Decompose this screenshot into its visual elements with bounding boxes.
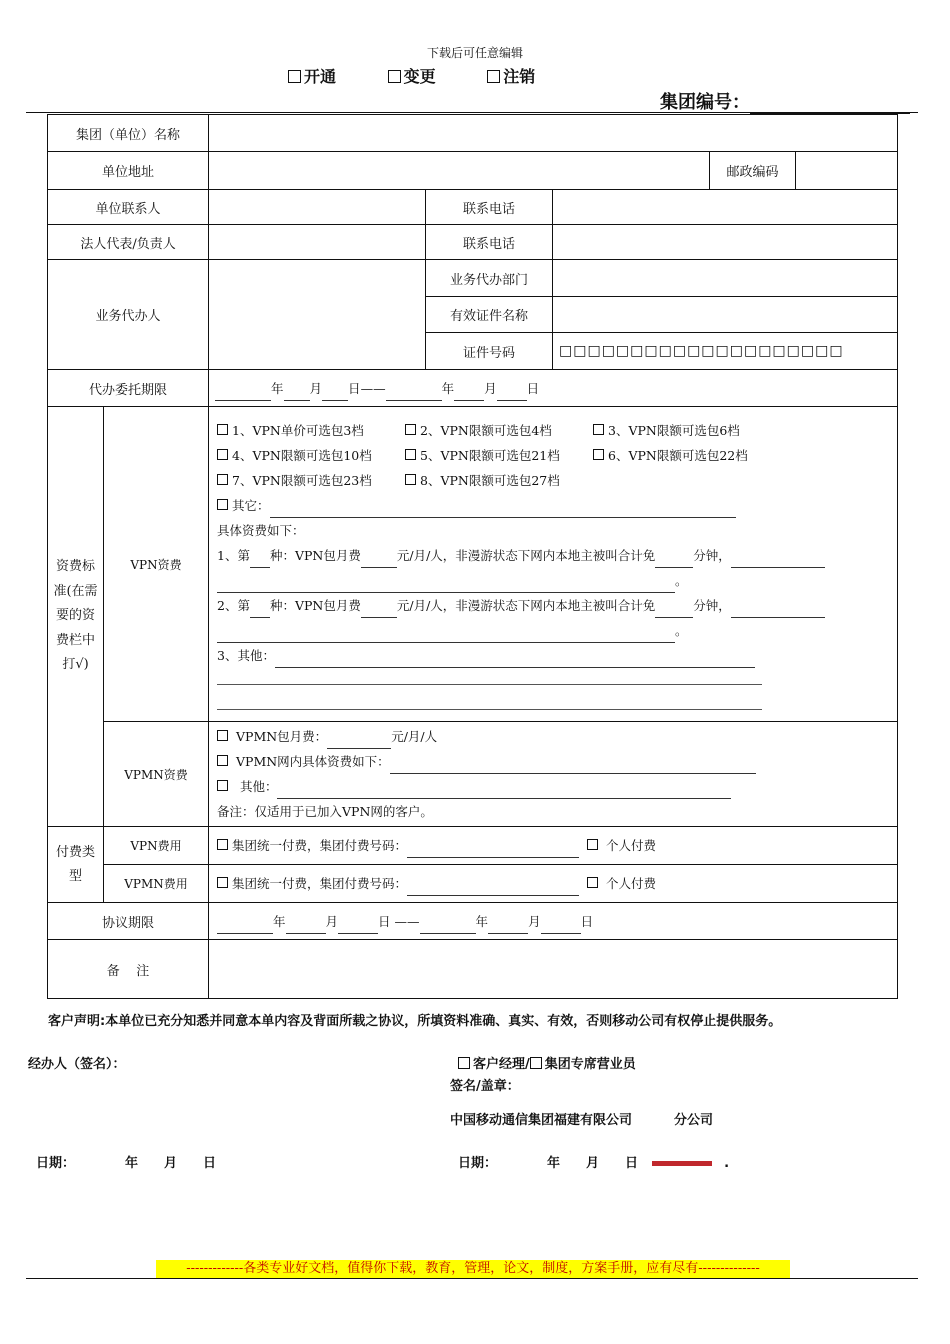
detail-item-2-cont: 。: [217, 618, 889, 643]
option-open[interactable]: 开通: [288, 64, 336, 87]
vpmn-detail[interactable]: VPMN网内具体资费如下：: [217, 749, 889, 774]
checkbox-icon[interactable]: [217, 424, 228, 435]
entrust-period-field[interactable]: 年 月 日—— 年 月 日: [209, 370, 898, 407]
agent-dept-field[interactable]: [553, 260, 898, 297]
remarks-field[interactable]: [209, 940, 898, 999]
vpn-tariff-label: VPN资费: [104, 407, 209, 722]
address-label: 单位地址: [48, 152, 209, 190]
personal-pay-option[interactable]: 个人付费: [587, 876, 656, 891]
vpmn-note: 备注：仅适用于已加入VPN网的客户。: [217, 804, 433, 819]
vpmn-other[interactable]: 其他：: [217, 774, 889, 799]
vpmn-monthly[interactable]: VPMN包月费： 元/月/人: [217, 724, 889, 749]
cert-name-label: 有效证件名称: [426, 297, 553, 333]
postcode-label: 邮政编码: [710, 152, 796, 190]
package-other[interactable]: 其它：: [217, 493, 889, 518]
vpmn-fee-content: [209, 865, 898, 903]
package-option[interactable]: 1、VPN单价可选包3档: [217, 418, 405, 443]
remarks-label: 备 注: [48, 940, 209, 999]
vpmn-tariff-label: VPMN资费: [104, 722, 209, 827]
other-field[interactable]: [270, 503, 736, 518]
package-option[interactable]: 6、VPN限额可选包22档: [593, 443, 748, 468]
detail-label: 具体资费如下：: [217, 523, 305, 538]
vpn-fee-content: [209, 827, 898, 865]
action-options: [288, 64, 581, 87]
detail-item-2: 2、第 种：VPN包月费 元/月/人，非漫游状态下网内本地主被叫合计免 分钟，: [217, 593, 889, 618]
package-option[interactable]: 7、VPN限额可选包23档: [217, 468, 405, 493]
agreement-period-label: 协议期限: [48, 903, 209, 940]
vpn-tariff-content: [209, 407, 898, 722]
agent-signature-label: 经办人（签名）：: [28, 1057, 126, 1072]
role-options: [458, 1053, 636, 1072]
checkbox-icon[interactable]: [405, 449, 416, 460]
checkbox-icon[interactable]: [217, 877, 228, 888]
package-row-1: [217, 418, 889, 443]
cert-name-field[interactable]: [553, 297, 898, 333]
cert-no-boxes[interactable]: □□□□□□□□□□□□□□□□□□□□: [553, 333, 898, 370]
checkbox-icon[interactable]: [288, 70, 301, 83]
package-option[interactable]: 2、VPN限额可选包4档: [405, 418, 593, 443]
agent-label: 业务代办人: [48, 260, 209, 370]
option-account-manager[interactable]: 客户经理/: [458, 1057, 530, 1072]
checkbox-icon[interactable]: [388, 70, 401, 83]
top-note: 下载后可任意编辑: [426, 46, 523, 60]
blank-line[interactable]: [217, 697, 762, 710]
group-pay-number-field[interactable]: [407, 881, 579, 896]
group-name-label: 集团（单位）名称: [48, 115, 209, 152]
vpmn-fee-label: VPMN费用: [104, 865, 209, 903]
application-form: [47, 114, 898, 999]
postcode-field[interactable]: [796, 152, 898, 190]
vpmn-tariff-content: [209, 722, 898, 827]
blank-line[interactable]: [217, 672, 762, 685]
package-row-2: [217, 443, 889, 468]
detail-item-1-cont: 。: [217, 568, 889, 593]
checkbox-icon[interactable]: [217, 499, 228, 510]
phone2-label: 联系电话: [426, 225, 553, 260]
option-seller[interactable]: 集团专席营业员: [530, 1057, 636, 1072]
group-number: 集团编号：: [660, 88, 910, 114]
entrust-period-label: 代办委托期限: [48, 370, 209, 407]
detail-item-3: 3、其他：: [217, 643, 889, 668]
package-option[interactable]: 3、VPN限额可选包6档: [593, 418, 740, 443]
group-pay-number-field[interactable]: [407, 843, 579, 858]
package-option[interactable]: 8、VPN限额可选包27档: [405, 468, 560, 493]
date-left: 日期： 年 月 日: [36, 1156, 217, 1171]
legal-rep-label: 法人代表/负责人: [48, 225, 209, 260]
agent-field[interactable]: [209, 260, 426, 370]
checkbox-icon[interactable]: [217, 839, 228, 850]
checkbox-icon[interactable]: [217, 730, 228, 741]
detail-item-1: 1、第 种：VPN包月费 元/月/人，非漫游状态下网内本地主被叫合计免 分钟，: [217, 543, 889, 568]
top-divider: [26, 112, 918, 113]
checkbox-icon[interactable]: [593, 424, 604, 435]
phone2-field[interactable]: [553, 225, 898, 260]
checkbox-icon[interactable]: [530, 1057, 542, 1069]
personal-pay-option[interactable]: 个人付费: [587, 838, 656, 853]
footer-ad-banner[interactable]: -------------各类专业好文档，值得你下载，教育，管理，论文，制度，方案手册，应有尽有--------------: [156, 1260, 790, 1278]
checkbox-icon[interactable]: [217, 780, 228, 791]
date-right: 日期： 年 月 日 .: [458, 1156, 730, 1171]
unified-pay-option[interactable]: 集团统一付费，集团付费号码：: [217, 876, 407, 891]
checkbox-icon[interactable]: [587, 877, 598, 888]
customer-declaration: 客户声明:本单位已充分知悉并同意本单内容及背面所载之协议，所填资料准确、真实、有效，否则移动公司有权停止提供服务。: [48, 1014, 782, 1029]
contact-field[interactable]: [209, 190, 426, 225]
agent-dept-label: 业务代办部门: [426, 260, 553, 297]
checkbox-icon[interactable]: [593, 449, 604, 460]
checkbox-icon[interactable]: [217, 449, 228, 460]
bottom-divider: [26, 1278, 918, 1279]
company-name: 中国移动通信集团福建有限公司 分公司: [450, 1113, 714, 1128]
sign-stamp-label: 签名/盖章：: [450, 1079, 520, 1094]
contact-label: 单位联系人: [48, 190, 209, 225]
checkbox-icon[interactable]: [405, 424, 416, 435]
checkbox-icon[interactable]: [217, 474, 228, 485]
option-cancel[interactable]: 注销: [487, 64, 535, 87]
checkbox-icon[interactable]: [405, 474, 416, 485]
vpn-fee-label: VPN费用: [104, 827, 209, 865]
group-name-field[interactable]: [209, 115, 898, 152]
agreement-period-field[interactable]: 年 月 日 —— 年 月 日: [209, 903, 898, 940]
checkbox-icon[interactable]: [458, 1057, 470, 1069]
tariff-standard-label: 资费标准(在需要的资费栏中打√): [48, 407, 104, 827]
legal-rep-field[interactable]: [209, 225, 426, 260]
checkbox-icon[interactable]: [487, 70, 500, 83]
phone1-label: 联系电话: [426, 190, 553, 225]
cert-no-label: 证件号码: [426, 333, 553, 370]
package-row-3: [217, 468, 889, 493]
package-option[interactable]: 4、VPN限额可选包10档: [217, 443, 405, 468]
unified-pay-option[interactable]: 集团统一付费，集团付费号码：: [217, 838, 407, 853]
option-change[interactable]: 变更: [388, 64, 436, 87]
phone1-field[interactable]: [553, 190, 898, 225]
checkbox-icon[interactable]: [587, 839, 598, 850]
address-field[interactable]: [209, 152, 710, 190]
stamp-mark: [652, 1161, 712, 1166]
checkbox-icon[interactable]: [217, 755, 228, 766]
pay-type-label: 付费类型: [48, 827, 104, 903]
package-option[interactable]: 5、VPN限额可选包21档: [405, 443, 593, 468]
